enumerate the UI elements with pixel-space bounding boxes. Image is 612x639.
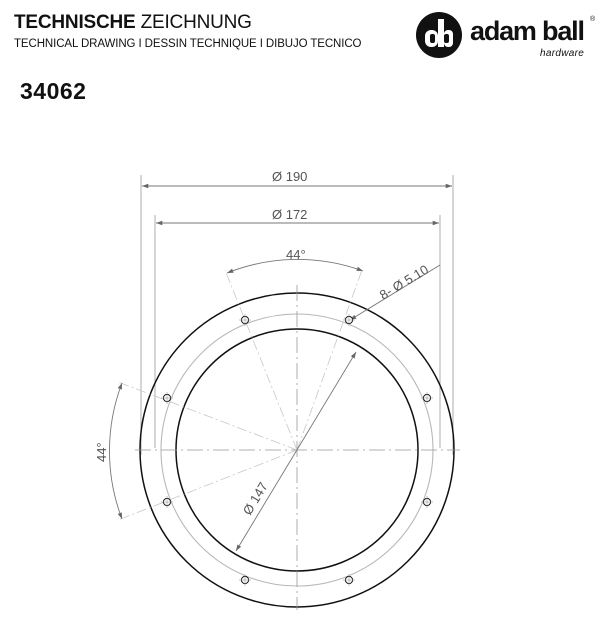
mounting-hole — [239, 574, 251, 586]
logo-registered-mark: ® — [590, 16, 596, 23]
drawing-title — [14, 12, 252, 34]
logo-name: adam ball — [470, 16, 584, 46]
mounting-hole — [239, 314, 251, 326]
opening-diameter-label: Ø 147 — [239, 479, 271, 518]
holes-label: 8- Ø 5.10 — [376, 261, 432, 303]
opening-diameter-line — [236, 352, 356, 551]
drawing-title-rest: ZEICHNUNG — [135, 12, 252, 33]
mounting-hole — [343, 574, 355, 586]
side-angle-arc — [109, 383, 122, 519]
technical-drawing — [0, 150, 612, 639]
drawing-subtitle: TECHNICAL DRAWING I DESSIN TECHNIQUE I DIBUJO TECNICO — [14, 38, 362, 50]
logo-subtitle: hardware — [540, 48, 585, 59]
logo-monogram-icon — [414, 10, 464, 60]
brand-logo — [414, 8, 604, 64]
drawing-title-bold: TECHNISCHE — [14, 12, 136, 33]
mounting-hole — [421, 392, 433, 404]
outer-diameter-label: Ø 190 — [272, 169, 308, 184]
mounting-hole — [343, 314, 355, 326]
mounting-hole — [421, 496, 433, 508]
part-number: 34062 — [20, 78, 87, 104]
side-angle-label: 44° — [94, 442, 109, 462]
mounting-hole — [161, 496, 173, 508]
top-angle-label: 44° — [286, 247, 306, 262]
inner-diameter-label: Ø 172 — [272, 207, 308, 222]
